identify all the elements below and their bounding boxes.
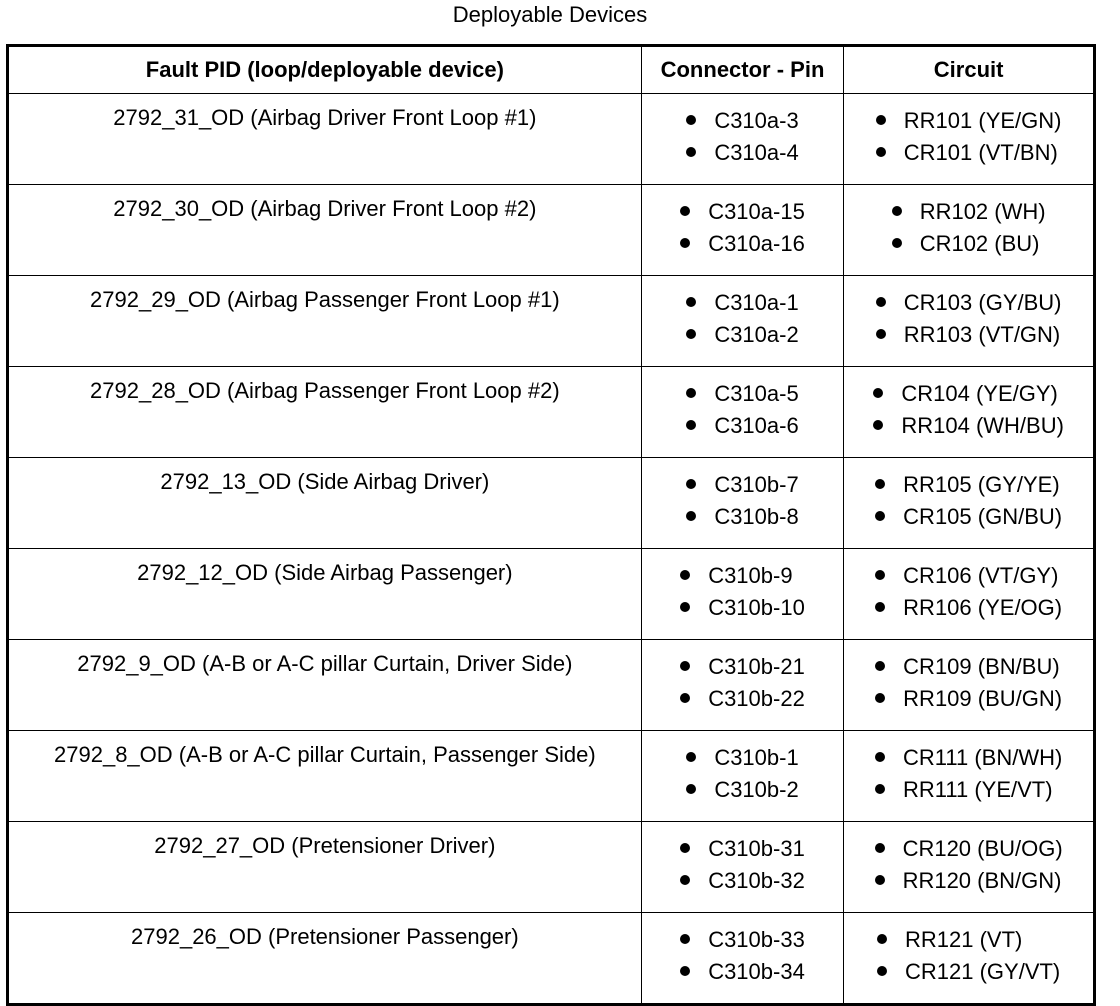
table-row: [8, 458, 1095, 549]
circuit-item: [876, 137, 1062, 169]
circuit-item: [875, 560, 1062, 592]
connector-pin-cell-list: [686, 742, 798, 806]
circuit-item-text: RR102 (WH): [919, 199, 1046, 224]
bullet-icon: [875, 661, 885, 671]
circuit-item: [876, 287, 1062, 319]
fault-pid-cell: 2792_12_OD (Side Airbag Passenger): [8, 549, 642, 640]
circuit-item: [875, 865, 1063, 897]
circuit-cell-list: [892, 196, 1046, 260]
circuit-item-text: RR104 (WH/BU): [901, 413, 1064, 438]
connector-pin-cell: [641, 822, 844, 913]
bullet-icon: [686, 147, 696, 157]
connector-pin-item-text: C310a-3: [714, 108, 799, 133]
circuit-item: [875, 774, 1062, 806]
circuit-item: [876, 319, 1062, 351]
connector-pin-item-text: C310a-2: [714, 322, 799, 347]
table-row: [8, 367, 1095, 458]
fault-pid-cell: 2792_13_OD (Side Airbag Driver): [8, 458, 642, 549]
connector-pin-item-text: C310a-1: [714, 290, 799, 315]
circuit-item-text: RR121 (VT): [905, 927, 1023, 952]
connector-pin-item-text: C310b-32: [708, 868, 805, 893]
connector-pin-item-text: C310b-7: [714, 472, 799, 497]
circuit-item: [875, 469, 1062, 501]
header-circuit: Circuit: [844, 46, 1095, 94]
bullet-icon: [680, 966, 690, 976]
connector-pin-cell: [641, 458, 844, 549]
circuit-item: [873, 378, 1064, 410]
connector-pin-item-text: C310a-4: [714, 140, 799, 165]
table-row: [8, 640, 1095, 731]
bullet-icon: [680, 693, 690, 703]
fault-pid-cell: 2792_29_OD (Airbag Passenger Front Loop #1): [8, 276, 642, 367]
bullet-icon: [680, 934, 690, 944]
circuit-item: [875, 501, 1062, 533]
connector-pin-item-text: C310b-31: [708, 836, 805, 861]
circuit-item-text: CR105 (GN/BU): [903, 504, 1063, 529]
connector-pin-item: [680, 560, 805, 592]
connector-pin-item: [680, 865, 805, 897]
bullet-icon: [686, 752, 696, 762]
connector-pin-item-text: C310b-1: [714, 745, 799, 770]
circuit-item: [892, 196, 1046, 228]
circuit-item-text: RR120 (BN/GN): [902, 868, 1062, 893]
connector-pin-cell: [641, 731, 844, 822]
circuit-cell-list: [873, 378, 1064, 442]
table-row: [8, 731, 1095, 822]
connector-pin-item-text: C310a-6: [714, 413, 799, 438]
bullet-icon: [875, 875, 885, 885]
table-row: [8, 185, 1095, 276]
bullet-icon: [680, 602, 690, 612]
bullet-icon: [680, 875, 690, 885]
circuit-cell: [844, 276, 1095, 367]
circuit-item: [877, 956, 1060, 988]
connector-pin-item: [686, 137, 798, 169]
connector-pin-cell: [641, 913, 844, 1005]
connector-pin-item-text: C310b-2: [714, 777, 799, 802]
fault-pid-cell: 2792_30_OD (Airbag Driver Front Loop #2): [8, 185, 642, 276]
connector-pin-cell-list: [686, 469, 798, 533]
circuit-cell-list: [876, 105, 1062, 169]
circuit-item: [875, 683, 1062, 715]
header-connector-pin: Connector - Pin: [641, 46, 844, 94]
connector-pin-cell-list: [680, 196, 805, 260]
table-title: Deployable Devices: [452, 2, 648, 27]
connector-pin-item-text: C310b-33: [708, 927, 805, 952]
circuit-item-text: CR102 (BU): [919, 231, 1040, 256]
connector-pin-cell: [641, 276, 844, 367]
connector-pin-item: [686, 378, 798, 410]
circuit-item-text: CR101 (VT/BN): [903, 140, 1058, 165]
circuit-item-text: RR103 (VT/GN): [903, 322, 1061, 347]
table-row: [8, 276, 1095, 367]
connector-pin-item: [686, 287, 798, 319]
connector-pin-item: [686, 469, 798, 501]
circuit-item: [875, 651, 1062, 683]
connector-pin-cell-list: [680, 924, 805, 988]
bullet-icon: [680, 661, 690, 671]
circuit-cell: [844, 822, 1095, 913]
connector-pin-item: [686, 319, 798, 351]
circuit-item: [877, 924, 1060, 956]
circuit-item-text: CR103 (GY/BU): [903, 290, 1062, 315]
bullet-icon: [875, 693, 885, 703]
connector-pin-cell: [641, 185, 844, 276]
connector-pin-item-text: C310b-8: [714, 504, 799, 529]
connector-pin-item-text: C310b-9: [708, 563, 793, 588]
circuit-cell-list: [876, 287, 1062, 351]
fault-pid-cell: 2792_27_OD (Pretensioner Driver): [8, 822, 642, 913]
bullet-icon: [876, 329, 886, 339]
bullet-icon: [686, 784, 696, 794]
circuit-item: [873, 410, 1064, 442]
circuit-item-text: CR106 (VT/GY): [903, 563, 1059, 588]
table-row: [8, 913, 1095, 1005]
connector-pin-item: [680, 833, 805, 865]
connector-pin-item-text: C310b-21: [708, 654, 805, 679]
bullet-icon: [875, 570, 885, 580]
connector-pin-item-text: C310a-5: [714, 381, 799, 406]
connector-pin-item: [680, 651, 805, 683]
fault-pid-cell: 2792_28_OD (Airbag Passenger Front Loop #2): [8, 367, 642, 458]
deployable-devices-table: [6, 44, 1096, 1006]
circuit-item-text: RR106 (YE/OG): [903, 595, 1063, 620]
bullet-icon: [873, 388, 883, 398]
connector-pin-item: [686, 774, 798, 806]
bullet-icon: [686, 297, 696, 307]
table-row: [8, 94, 1095, 185]
connector-pin-item: [680, 196, 805, 228]
fault-pid-cell: 2792_26_OD (Pretensioner Passenger): [8, 913, 642, 1005]
connector-pin-item: [680, 956, 805, 988]
bullet-icon: [686, 511, 696, 521]
bullet-icon: [686, 329, 696, 339]
connector-pin-item-text: C310a-16: [708, 231, 805, 256]
connector-pin-item: [686, 410, 798, 442]
header-fault-pid: Fault PID (loop/deployable device): [8, 46, 642, 94]
circuit-item-text: RR109 (BU/GN): [903, 686, 1063, 711]
connector-pin-cell: [641, 367, 844, 458]
bullet-icon: [877, 966, 887, 976]
connector-pin-item-text: C310b-22: [708, 686, 805, 711]
bullet-icon: [680, 206, 690, 216]
fault-pid-cell: 2792_8_OD (A-B or A-C pillar Curtain, Passenger Side): [8, 731, 642, 822]
circuit-item-text: RR101 (YE/GN): [903, 108, 1062, 133]
connector-pin-cell-list: [680, 833, 805, 897]
bullet-icon: [876, 297, 886, 307]
circuit-cell-list: [877, 924, 1060, 988]
circuit-cell: [844, 913, 1095, 1005]
circuit-cell-list: [875, 833, 1063, 897]
bullet-icon: [686, 388, 696, 398]
circuit-cell-list: [875, 560, 1062, 624]
bullet-icon: [686, 420, 696, 430]
circuit-cell: [844, 640, 1095, 731]
circuit-item: [875, 833, 1063, 865]
bullet-icon: [875, 784, 885, 794]
connector-pin-cell: [641, 94, 844, 185]
circuit-item-text: CR111 (BN/WH): [902, 745, 1063, 770]
table-row: [8, 549, 1095, 640]
connector-pin-cell-list: [686, 105, 798, 169]
circuit-item: [876, 105, 1062, 137]
bullet-icon: [875, 843, 885, 853]
connector-pin-cell: [641, 640, 844, 731]
connector-pin-cell-list: [680, 651, 805, 715]
connector-pin-item: [680, 228, 805, 260]
circuit-cell: [844, 731, 1095, 822]
bullet-icon: [686, 115, 696, 125]
table-body: [8, 94, 1095, 1005]
connector-pin-item: [686, 501, 798, 533]
bullet-icon: [680, 570, 690, 580]
bullet-icon: [875, 602, 885, 612]
circuit-cell: [844, 367, 1095, 458]
circuit-item-text: CR109 (BN/BU): [903, 654, 1060, 679]
circuit-item-text: RR111 (YE/VT): [902, 777, 1053, 802]
circuit-item: [875, 742, 1062, 774]
circuit-cell: [844, 549, 1095, 640]
connector-pin-cell-list: [686, 378, 798, 442]
bullet-icon: [877, 934, 887, 944]
connector-pin-item: [680, 924, 805, 956]
connector-pin-item-text: C310b-34: [708, 959, 805, 984]
bullet-icon: [680, 843, 690, 853]
connector-pin-cell-list: [680, 560, 805, 624]
bullet-icon: [680, 238, 690, 248]
circuit-cell: [844, 458, 1095, 549]
bullet-icon: [892, 206, 902, 216]
bullet-icon: [892, 238, 902, 248]
circuit-item-text: CR104 (YE/GY): [901, 381, 1058, 406]
bullet-icon: [876, 115, 886, 125]
circuit-cell-list: [875, 469, 1062, 533]
bullet-icon: [875, 479, 885, 489]
bullet-icon: [876, 147, 886, 157]
circuit-cell: [844, 185, 1095, 276]
connector-pin-item: [686, 105, 798, 137]
circuit-item-text: RR105 (GY/YE): [903, 472, 1060, 497]
circuit-item-text: CR120 (BU/OG): [902, 836, 1063, 861]
bullet-icon: [686, 479, 696, 489]
circuit-item: [892, 228, 1046, 260]
bullet-icon: [875, 752, 885, 762]
circuit-cell: [844, 94, 1095, 185]
circuit-item-text: CR121 (GY/VT): [905, 959, 1061, 984]
connector-pin-item: [680, 592, 805, 624]
connector-pin-item: [680, 683, 805, 715]
connector-pin-cell-list: [686, 287, 798, 351]
circuit-item: [875, 592, 1062, 624]
fault-pid-cell: 2792_9_OD (A-B or A-C pillar Curtain, Driver Side): [8, 640, 642, 731]
fault-pid-cell: 2792_31_OD (Airbag Driver Front Loop #1): [8, 94, 642, 185]
bullet-icon: [875, 511, 885, 521]
connector-pin-cell: [641, 549, 844, 640]
circuit-cell-list: [875, 651, 1062, 715]
connector-pin-item-text: C310b-10: [708, 595, 805, 620]
connector-pin-item-text: C310a-15: [708, 199, 805, 224]
bullet-icon: [873, 420, 883, 430]
circuit-cell-list: [875, 742, 1062, 806]
table-row: [8, 822, 1095, 913]
header-row: [8, 46, 1095, 94]
connector-pin-item: [686, 742, 798, 774]
